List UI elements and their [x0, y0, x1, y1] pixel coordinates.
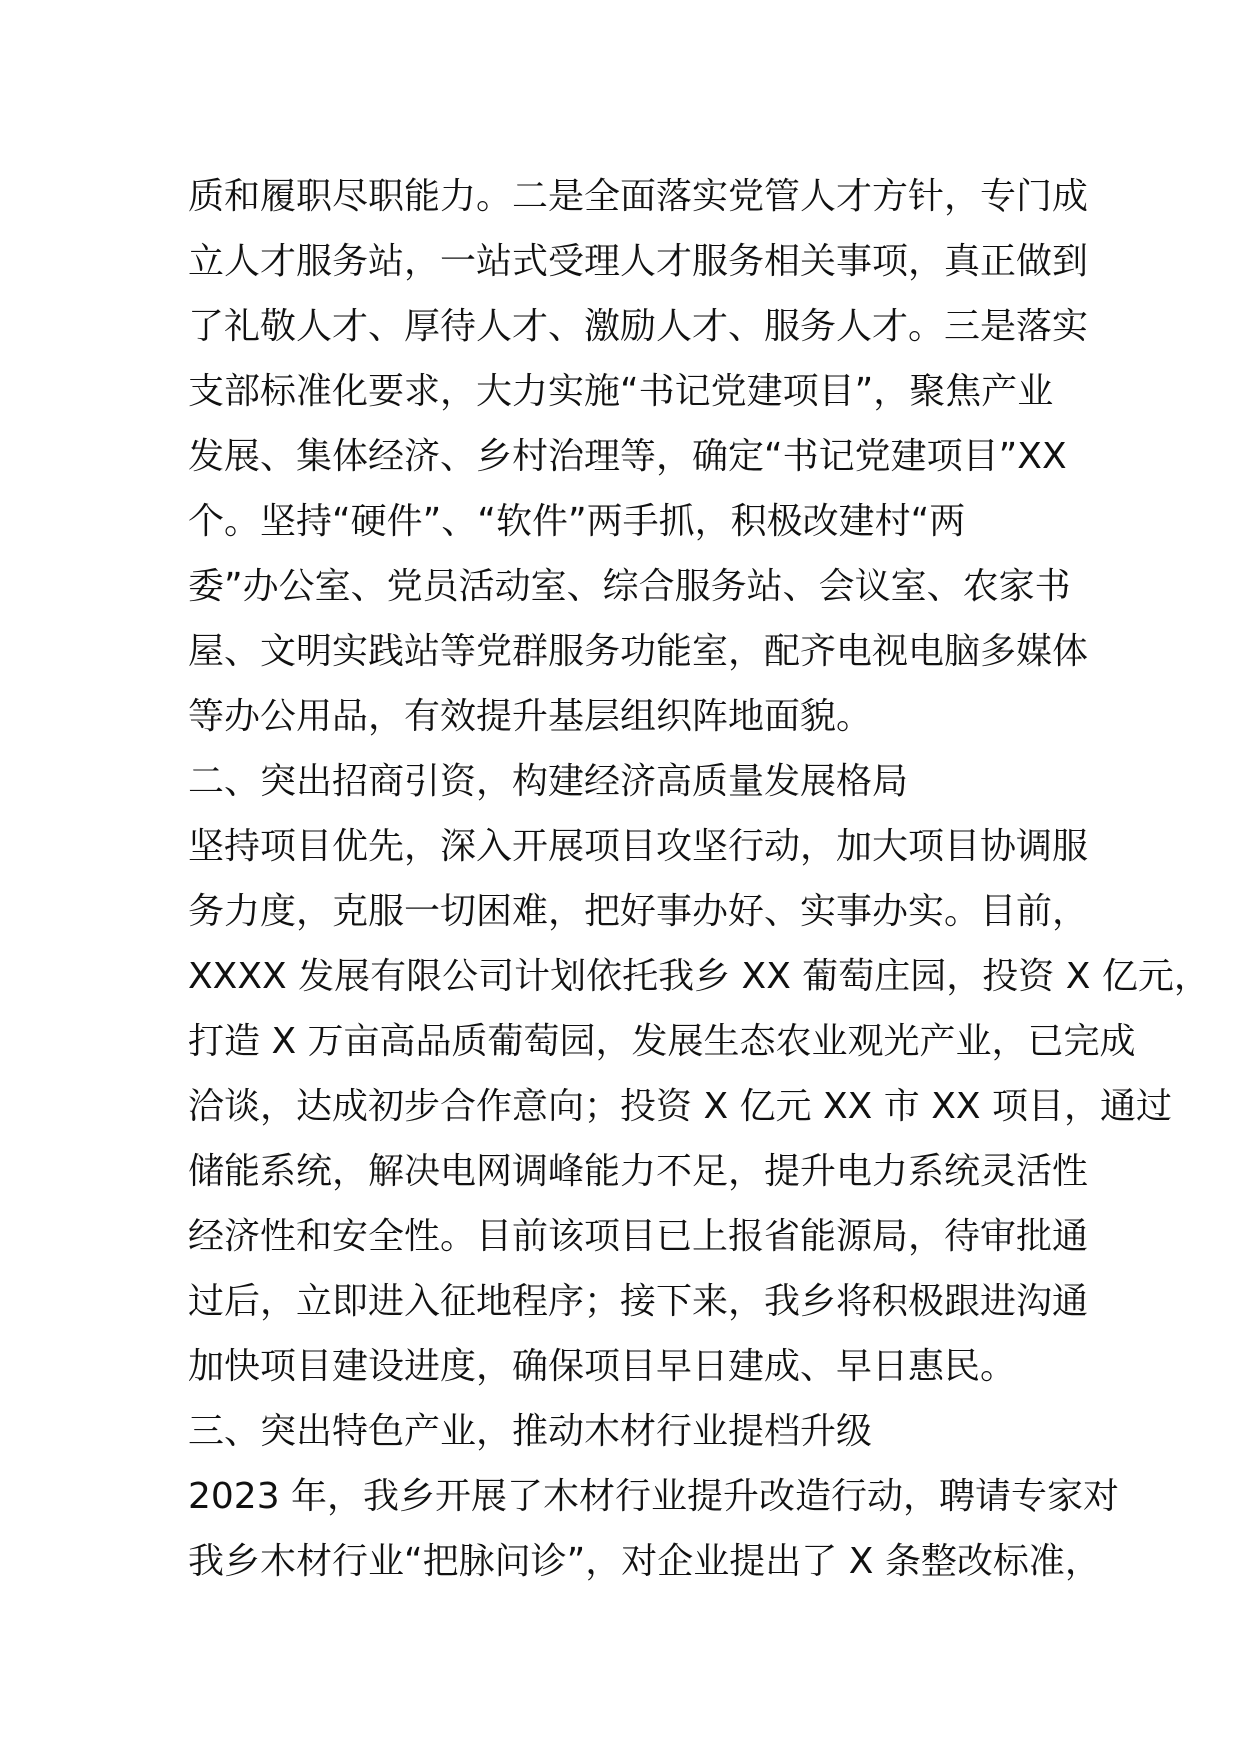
text-line: 过后，立即进入征地程序；接下来，我乡将积极跟进沟通: [188, 1281, 1089, 1322]
body-text: [188, 164, 1210, 1594]
text-line: 务力度，克服一切困难，把好事办好、实事办实。目前，: [188, 891, 1089, 932]
text-line: 2023 年，我乡开展了木材行业提升改造行动，聘请专家对: [188, 1476, 1120, 1517]
text-line: 了礼敬人才、厚待人才、激励人才、服务人才。三是落实: [188, 306, 1089, 347]
text-line: 发展、集体经济、乡村治理等，确定“书记党建项目”XX: [188, 436, 1067, 477]
text-line: 立人才服务站，一站式受理人才服务相关事项，真正做到: [188, 241, 1089, 282]
text-line: 委”办公室、党员活动室、综合服务站、会议室、农家书: [188, 566, 1071, 607]
text-line: 我乡木材行业“把脉问诊”，对企业提出了 X 条整改标准，: [188, 1541, 1101, 1582]
section-heading: 三、突出特色产业，推动木材行业提档升级: [188, 1411, 873, 1452]
section-heading: 二、突出招商引资，构建经济高质量发展格局: [188, 761, 909, 802]
text-line: 个。坚持“硬件”、“软件”两手抓，积极改建村“两: [188, 501, 966, 542]
text-line: 坚持项目优先，深入开展项目攻坚行动，加大项目协调服: [188, 826, 1089, 867]
text-line: XXXX 发展有限公司计划依托我乡 XX 葡萄庄园，投资 X 亿元，: [188, 956, 1210, 997]
text-line: 支部标准化要求，大力实施“书记党建项目”，聚焦产业: [188, 371, 1054, 412]
text-line: 加快项目建设进度，确保项目早日建成、早日惠民。: [188, 1346, 1017, 1387]
text-line: 洽谈，达成初步合作意向；投资 X 亿元 XX 市 XX 项目，通过: [188, 1086, 1172, 1127]
text-line: 质和履职尽职能力。二是全面落实党管人才方针，专门成: [188, 176, 1089, 217]
text-line: 等办公用品，有效提升基层组织阵地面貌。: [188, 696, 873, 737]
text-line: 屋、文明实践站等党群服务功能室，配齐电视电脑多媒体: [188, 631, 1089, 672]
text-line: 打造 X 万亩高品质葡萄园，发展生态农业观光产业，已完成: [188, 1021, 1136, 1062]
text-line: 经济性和安全性。目前该项目已上报省能源局，待审批通: [188, 1216, 1089, 1257]
text-line: 储能系统，解决电网调峰能力不足，提升电力系统灵活性: [188, 1151, 1089, 1192]
